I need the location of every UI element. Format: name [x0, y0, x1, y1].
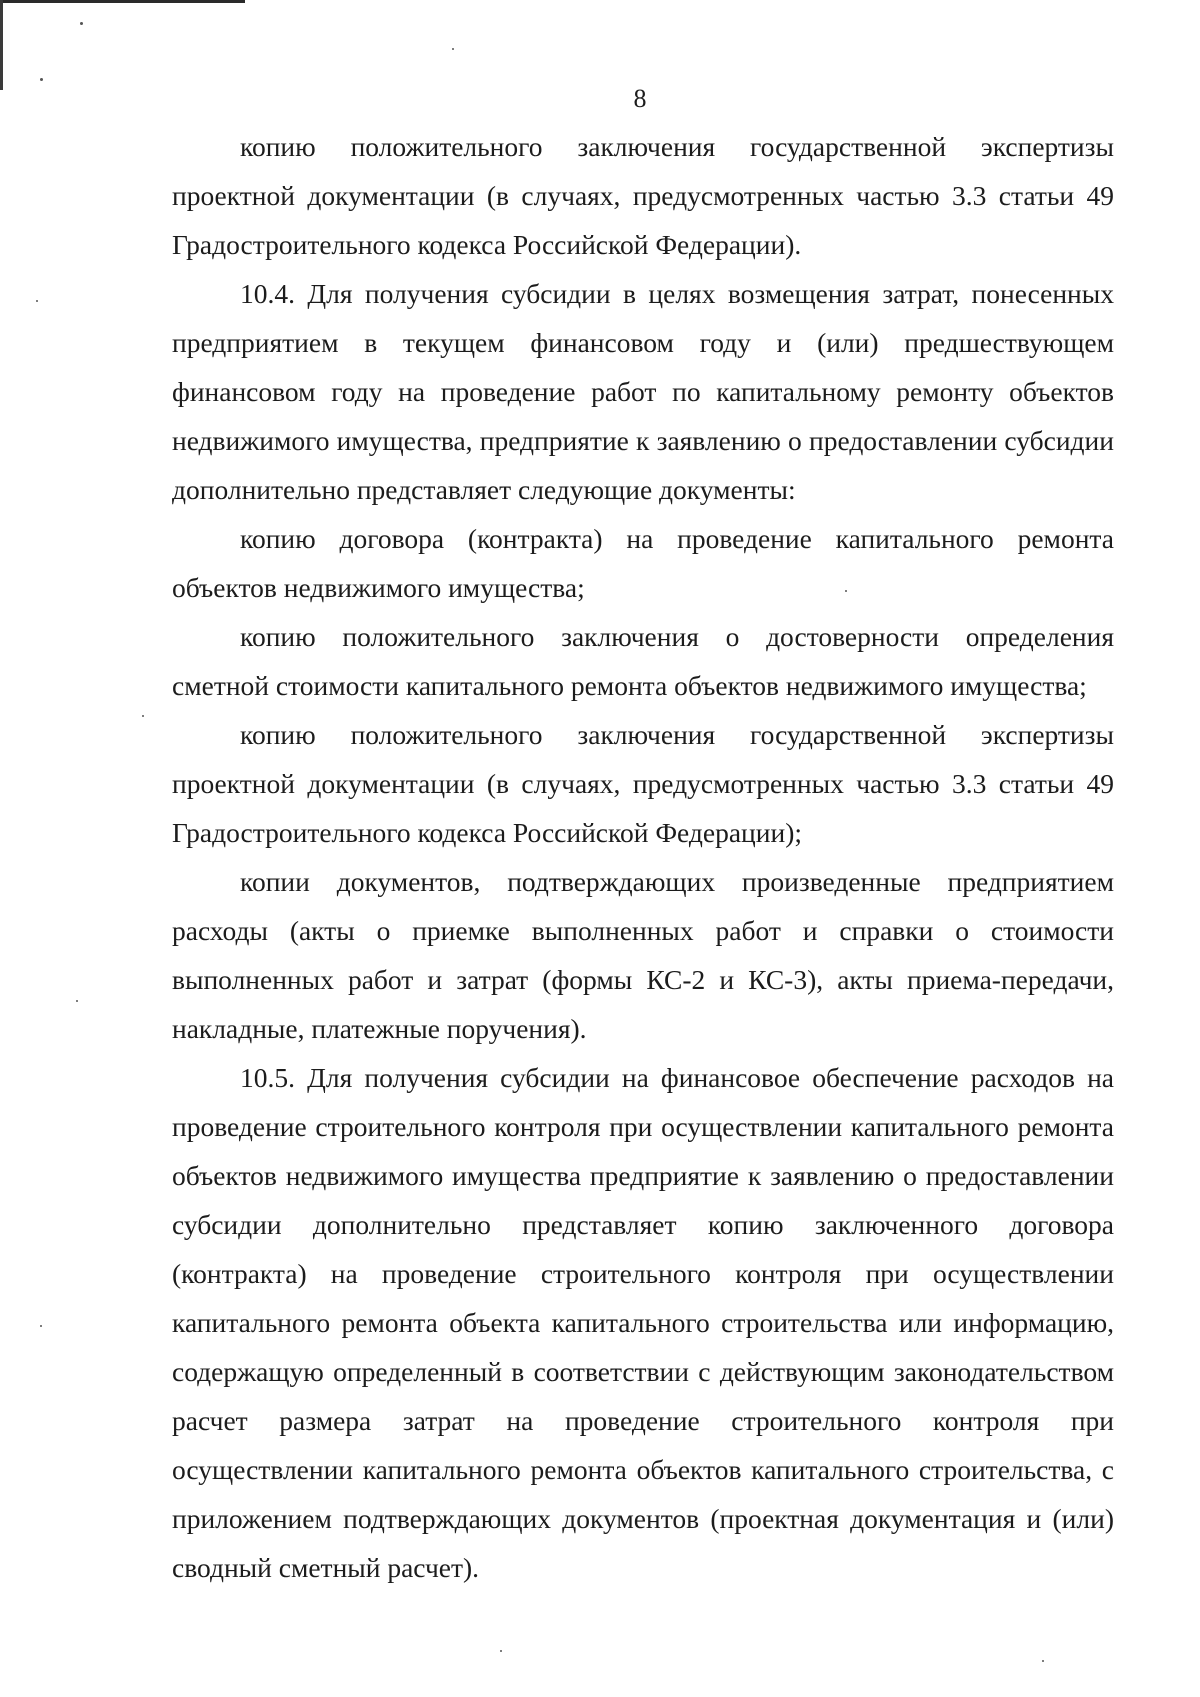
- scan-speck: [1042, 1660, 1044, 1662]
- list-item-contract-copy: копию договора (контракта) на проведение капитального ремонта объектов недвижимого имущества;: [172, 523, 1114, 603]
- list-item-expense-documents: копии документов, подтверждающих произведенные предприятием расходы (акты о приемке выполненных работ и справки о стоимости выполненных работ и затрат (формы КС-2 и КС-3), акты приема-передачи, накладные, платежные поручения).: [172, 866, 1114, 1044]
- scan-speck: [80, 22, 83, 25]
- paragraph-expertise-copy: копию положительного заключения государственной экспертизы проектной документации (в случаях, предусмотренных частью 3.3 статьи 49 Градостроительного кодекса Российской Федерации).: [172, 131, 1114, 260]
- scan-speck: [40, 78, 43, 81]
- list-item-state-expertise: копию положительного заключения государственной экспертизы проектной документации (в случаях, предусмотренных частью 3.3 статьи 49 Градостроительного кодекса Российской Федерации);: [172, 719, 1114, 848]
- list-item-estimate-conclusion: копию положительного заключения о достоверности определения сметной стоимости капитального ремонта объектов недвижимого имущества;: [172, 621, 1114, 701]
- scan-speck: [40, 1325, 42, 1327]
- paragraph-10-5: 10.5. Для получения субсидии на финансовое обеспечение расходов на проведение строительного контроля при осуществлении капитального ремонта объектов недвижимого имущества предприятие к заявлению о предоставлении субсидии дополнительно представляет копию заключенного договора (контракта) на проведение строительного контроля при осуществлении капитального ремонта объекта капитального строительства или информацию, содержащую определенный в соответствии с действующим законодательством расчет размера затрат на проведение строительного контроля при осуществлении капитального ремонта объектов капитального строительства, с приложением подтверждающих документов (проектная документация и (или) сводный сметный расчет).: [172, 1062, 1114, 1583]
- document-body: [172, 122, 1114, 1592]
- scan-edge-top: [0, 0, 245, 3]
- paragraph-10-4: 10.4. Для получения субсидии в целях возмещения затрат, понесенных предприятием в текущем финансовом году и (или) предшествующем финансовом году на проведение работ по капитальному ремонту объектов недвижимого имущества, предприятие к заявлению о предоставлении субсидии дополнительно представляет следующие документы:: [172, 278, 1114, 505]
- scan-edge-left: [0, 0, 3, 90]
- page-number: 8: [633, 84, 647, 113]
- scan-speck: [845, 590, 847, 592]
- scan-speck: [500, 1650, 502, 1652]
- scan-speck: [452, 48, 454, 50]
- scan-speck: [36, 300, 38, 302]
- scan-speck: [142, 715, 144, 717]
- scan-speck: [76, 1000, 78, 1002]
